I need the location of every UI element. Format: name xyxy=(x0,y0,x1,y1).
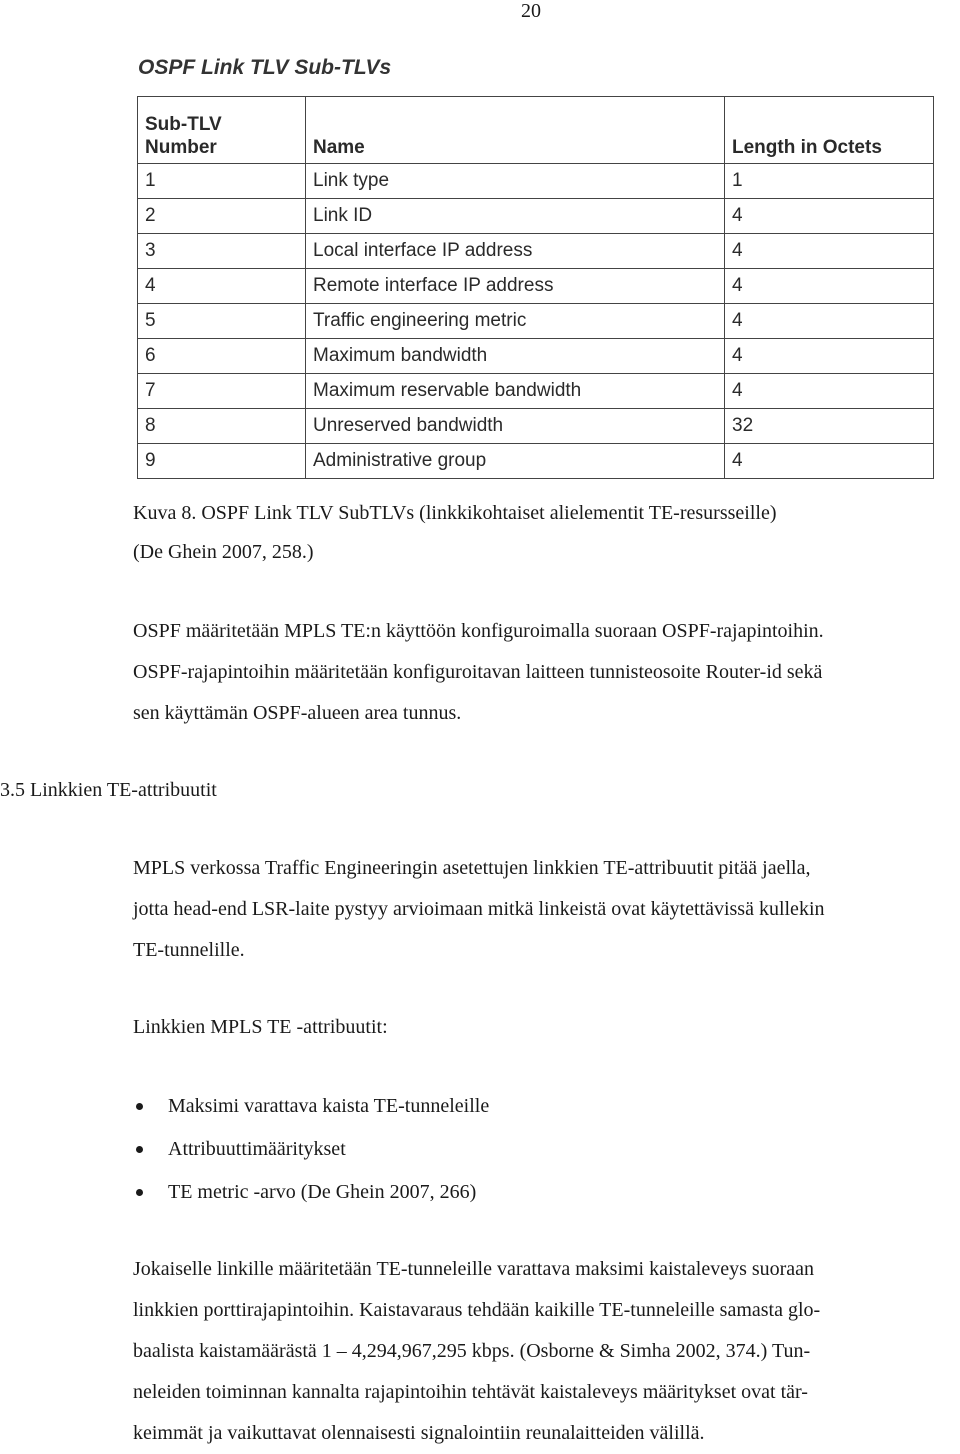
cell-sub-tlv-number: 3 xyxy=(138,234,306,269)
table-row xyxy=(138,269,934,304)
table-row xyxy=(138,409,934,444)
table-row xyxy=(138,374,934,409)
cell-length: 1 xyxy=(725,164,934,199)
cell-name: Maximum reservable bandwidth xyxy=(306,374,725,409)
paragraph-ospf-config xyxy=(133,611,958,734)
paragraph-bandwidth xyxy=(133,1249,958,1454)
sub-tlv-table xyxy=(137,96,934,479)
bullet-icon xyxy=(136,1146,143,1153)
paragraph-line: TE-tunnelille. xyxy=(133,939,245,961)
table-row xyxy=(138,444,934,479)
paragraph-line: MPLS verkossa Traffic Engineeringin asetettujen linkkien TE-attribuutit pitää jaella, xyxy=(133,857,811,879)
cell-name: Unreserved bandwidth xyxy=(306,409,725,444)
cell-name: Link ID xyxy=(306,199,725,234)
table-row xyxy=(138,164,934,199)
paragraph-line: Jokaiselle linkille määritetään TE-tunneleille varattava maksimi kaistaleveys suoraan xyxy=(133,1258,815,1280)
bullet-icon xyxy=(136,1103,143,1110)
cell-length: 4 xyxy=(725,199,934,234)
cell-length: 4 xyxy=(725,269,934,304)
cell-sub-tlv-number: 5 xyxy=(138,304,306,339)
cell-sub-tlv-number: 6 xyxy=(138,339,306,374)
cell-sub-tlv-number: 1 xyxy=(138,164,306,199)
cell-length: 4 xyxy=(725,339,934,374)
cell-sub-tlv-number: 9 xyxy=(138,444,306,479)
attribute-list xyxy=(133,1086,489,1215)
cell-length: 4 xyxy=(725,374,934,409)
cell-sub-tlv-number: 8 xyxy=(138,409,306,444)
paragraph-te-attributes xyxy=(133,848,958,971)
cell-name: Link type xyxy=(306,164,725,199)
table-row xyxy=(138,234,934,269)
paragraph-line: jotta head-end LSR-laite pystyy arvioimaan mitkä linkeistä ovat käytettävissä kullekin xyxy=(133,898,825,920)
cell-name: Administrative group xyxy=(306,444,725,479)
header-length: Length in Octets xyxy=(725,97,934,164)
cell-sub-tlv-number: 4 xyxy=(138,269,306,304)
page-number: 20 xyxy=(521,0,541,22)
paragraph-line: keimmät ja vaikuttavat olennaisesti signalointiin reunalaitteiden välillä. xyxy=(133,1422,705,1444)
table-row xyxy=(138,339,934,374)
table-row xyxy=(138,199,934,234)
header-sub-tlv-number xyxy=(138,97,306,164)
cell-length: 32 xyxy=(725,409,934,444)
table-row xyxy=(138,304,934,339)
header-name: Name xyxy=(306,97,725,164)
list-item xyxy=(133,1172,489,1215)
list-item xyxy=(133,1086,489,1129)
section-heading: 3.5 Linkkien TE-attribuutit xyxy=(0,779,217,801)
list-item-text: TE metric -arvo (De Ghein 2007, 266) xyxy=(168,1181,477,1203)
cell-name: Traffic engineering metric xyxy=(306,304,725,339)
cell-length: 4 xyxy=(725,444,934,479)
paragraph-line: OSPF-rajapintoihin määritetään konfiguroitavan laitteen tunnisteosoite Router-id sekä xyxy=(133,661,823,683)
caption-line: (De Ghein 2007, 258.) xyxy=(133,541,314,563)
cell-name: Remote interface IP address xyxy=(306,269,725,304)
paragraph-line: baalista kaistamäärästä 1 – 4,294,967,295 kbps. (Osborne & Simha 2002, 374.) Tun- xyxy=(133,1340,811,1362)
attributes-subheading: Linkkien MPLS TE -attribuutit: xyxy=(133,1016,388,1038)
paragraph-line: neleiden toiminnan kannalta rajapintoihin tehtävät kaistaleveys määritykset ovat tär- xyxy=(133,1381,808,1403)
figure-caption xyxy=(133,493,958,570)
list-item-text: Maksimi varattava kaista TE-tunneleille xyxy=(168,1095,490,1117)
caption-line: Kuva 8. OSPF Link TLV SubTLVs (linkkikohtaiset alielementit TE-resursseille) xyxy=(133,502,777,524)
list-item-text: Attribuuttimääritykset xyxy=(168,1138,346,1160)
paragraph-line: linkkien porttirajapintoihin. Kaistavaraus tehdään kaikille TE-tunneleille samasta glo- xyxy=(133,1299,821,1321)
cell-length: 4 xyxy=(725,304,934,339)
list-item xyxy=(133,1129,489,1172)
paragraph-line: sen käyttämän OSPF-alueen area tunnus. xyxy=(133,702,462,724)
table-body xyxy=(138,164,934,479)
cell-name: Local interface IP address xyxy=(306,234,725,269)
paragraph-line: OSPF määritetään MPLS TE:n käyttöön konfiguroimalla suoraan OSPF-rajapintoihin. xyxy=(133,620,824,642)
cell-length: 4 xyxy=(725,234,934,269)
table-header-row xyxy=(138,97,934,164)
figure-title: OSPF Link TLV Sub-TLVs xyxy=(138,56,392,79)
header-sub-tlv-number-text: Sub-TLV Number xyxy=(145,114,222,158)
bullet-icon xyxy=(136,1189,143,1196)
cell-sub-tlv-number: 7 xyxy=(138,374,306,409)
cell-sub-tlv-number: 2 xyxy=(138,199,306,234)
cell-name: Maximum bandwidth xyxy=(306,339,725,374)
